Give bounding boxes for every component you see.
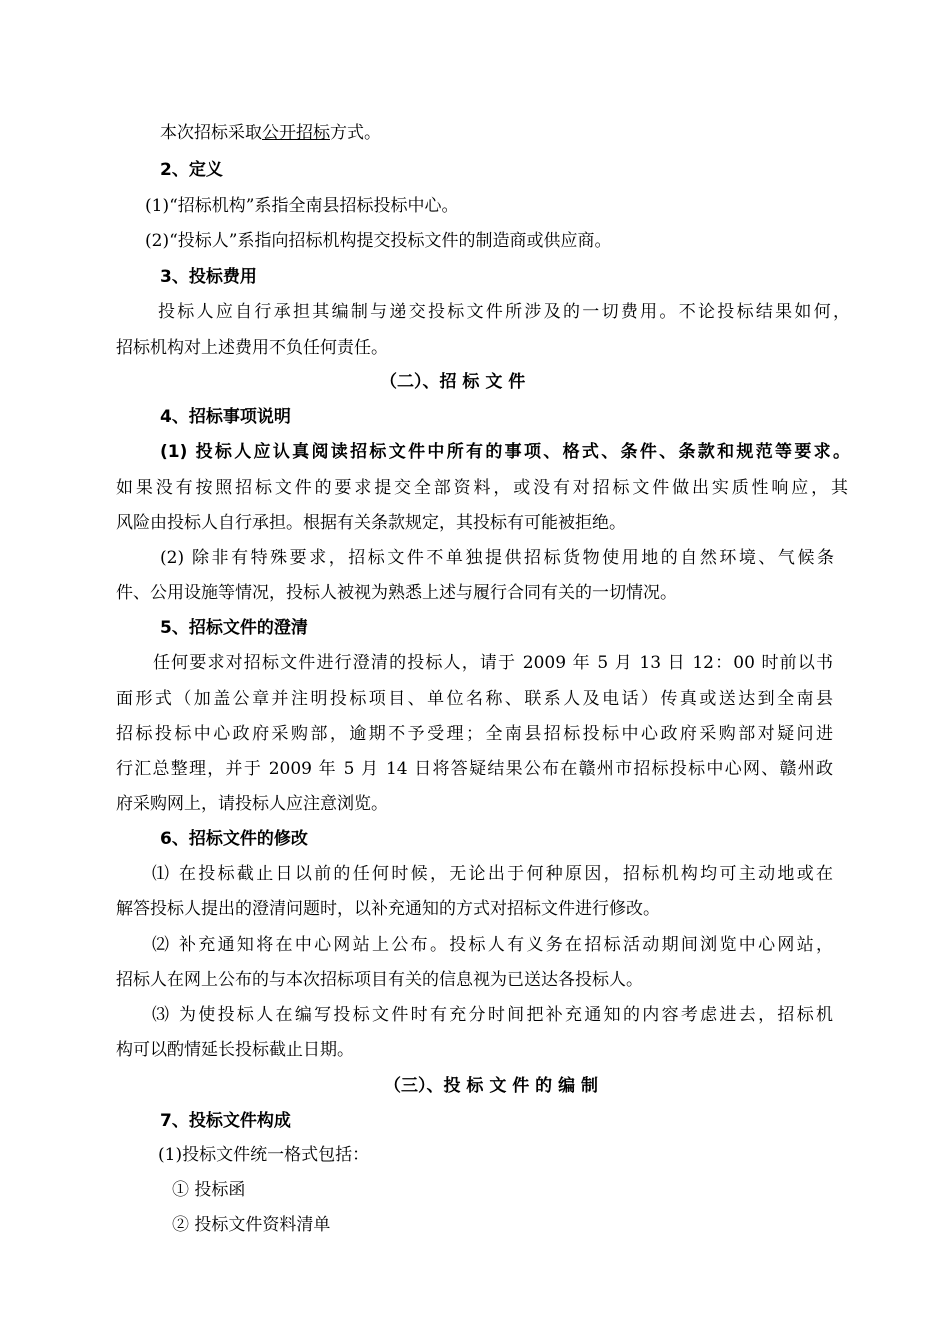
bidding-method-line — [160, 121, 381, 145]
section-5-heading: 5、招标文件的澄清 — [160, 618, 308, 638]
section-6-item-1-line-1: ⑴ 在投标截止日以前的任何时候，无论出于何种原因，招标机构均可主动地或在 — [152, 864, 833, 884]
section-4-heading: 4、招标事项说明 — [160, 407, 291, 427]
section-6-item-2-line-1: ⑵ 补充通知将在中心网站上公布。投标人有义务在招标活动期间浏览中心网站， — [152, 935, 833, 955]
bidding-method-suffix: 方式。 — [330, 123, 381, 143]
cost-paragraph-line-1: 投标人应自行承担其编制与递交投标文件所涉及的一切费用。不论投标结果如何， — [158, 302, 850, 322]
section-6-item-3-line-1: ⑶ 为使投标人在编写投标文件时有充分时间把补充通知的内容考虑进去，招标机 — [152, 1005, 833, 1025]
section-4-item-1-bold: (1) 投标人应认真阅读招标文件中所有的事项、格式、条件、条款和规范等要求。 — [160, 442, 850, 462]
part-3-title: （三）、投 标 文 件 的 编 制 — [384, 1076, 599, 1096]
section-6-item-2-line-2: 招标人在网上公布的与本次招标项目有关的信息视为已送达各投标人。 — [116, 970, 643, 990]
section-7-item-1: (1)投标文件统一格式包括： — [158, 1145, 370, 1165]
section-5-line-5: 府采购网上，请投标人应注意浏览。 — [116, 794, 388, 814]
bidding-method-prefix: 本次招标采取 — [160, 123, 262, 143]
section-7-subitem-2: ② 投标文件资料清单 — [172, 1215, 331, 1235]
section-6-item-1-line-2: 解答投标人提出的澄清问题时，以补充通知的方式对招标文件进行修改。 — [116, 899, 660, 919]
definition-heading: 2、定义 — [160, 160, 223, 180]
section-4-item-2-line-1: (2) 除非有特殊要求，招标文件不单独提供招标货物使用地的自然环境、气候条 — [160, 548, 834, 568]
definition-item-2: (2)“投标人”系指向招标机构提交投标文件的制造商或供应商。 — [145, 231, 612, 251]
cost-heading: 3、投标费用 — [160, 267, 257, 287]
section-4-item-1-line-2: 如果没有按照招标文件的要求提交全部资料，或没有对招标文件做出实质性响应，其 — [116, 478, 848, 498]
section-5-line-4: 行汇总整理，并于 2009 年 5 月 14 日将答疑结果公布在赣州市招标投标中心网、赣州政 — [116, 759, 833, 779]
section-6-item-3-line-2: 构可以酌情延长投标截止日期。 — [116, 1040, 354, 1060]
section-5-line-2: 面形式（加盖公章并注明投标项目、单位名称、联系人及电话）传真或送达到全南县 — [116, 689, 833, 709]
section-5-line-3: 招标投标中心政府采购部，逾期不予受理；全南县招标投标中心政府采购部对疑问进 — [116, 724, 833, 744]
section-4-item-2-line-2: 件、公用设施等情况，投标人被视为熟悉上述与履行合同有关的一切情况。 — [116, 583, 677, 603]
section-7-subitem-1: ① 投标函 — [172, 1180, 246, 1200]
part-2-title: （二）、招 标 文 件 — [380, 372, 526, 392]
definition-item-1: (1)“招标机构”系指全南县招标投标中心。 — [145, 196, 459, 216]
section-6-heading: 6、招标文件的修改 — [160, 829, 308, 849]
bidding-method-type: 公开招标 — [262, 123, 330, 143]
section-5-line-1: 任何要求对招标文件进行澄清的投标人，请于 2009 年 5 月 13 日 12：00 时前以书 — [153, 653, 833, 673]
cost-paragraph-line-2: 招标机构对上述费用不负任何责任。 — [116, 338, 388, 358]
section-4-item-1-line-3: 风险由投标人自行承担。根据有关条款规定，其投标有可能被拒绝。 — [116, 513, 626, 533]
section-7-heading: 7、投标文件构成 — [160, 1111, 291, 1131]
